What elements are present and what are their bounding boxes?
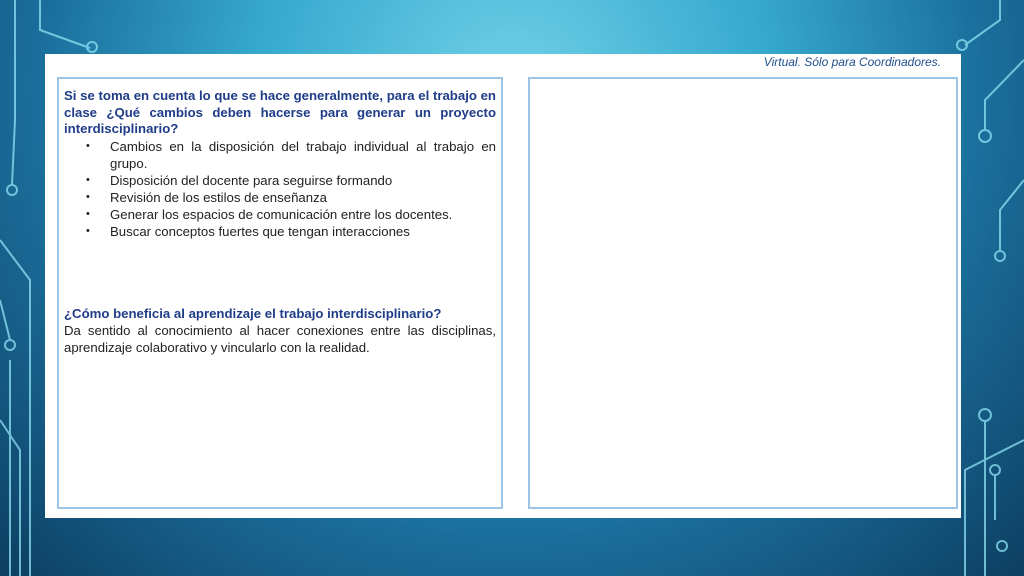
bullet-icon: •: [86, 139, 90, 152]
list-item: [86, 138, 496, 172]
list-item: [86, 172, 496, 189]
list-item: [86, 223, 496, 240]
list-item: [86, 189, 496, 206]
spacer: [64, 240, 496, 306]
left-panel: [57, 77, 503, 509]
list-item-text: Generar los espacios de comunicación entre los docentes.: [110, 206, 453, 222]
answer-benefits: Da sentido al conocimiento al hacer conexiones entre las disciplinas, aprendizaje colaborativo y vincularlo con la realidad.: [64, 323, 496, 355]
bullet-icon: •: [86, 173, 90, 186]
bullet-icon: •: [86, 224, 90, 237]
list-item-text: Disposición del docente para seguirse formando: [110, 172, 393, 188]
bullet-icon: •: [86, 207, 90, 220]
question-benefits: ¿Cómo beneficia al aprendizaje el trabajo interdisciplinario?: [64, 305, 442, 321]
list-item-text: Revisión de los estilos de enseñanza: [110, 189, 327, 205]
list-item: [86, 206, 496, 223]
header-note: Virtual. Sólo para Coordinadores.: [763, 55, 941, 69]
slide-content: [45, 54, 961, 518]
list-item-text: Buscar conceptos fuertes que tengan interacciones: [110, 223, 410, 239]
changes-list: [64, 138, 496, 240]
bullet-icon: •: [86, 190, 90, 203]
list-item-text: Cambios en la disposición del trabajo individual al trabajo en grupo.: [110, 138, 496, 171]
right-panel-empty: [528, 77, 958, 509]
question-changes: Si se toma en cuenta lo que se hace generalmente, para el trabajo en clase ¿Qué cambios deben hacerse para generar un proyecto interdisciplinario?: [64, 88, 496, 136]
